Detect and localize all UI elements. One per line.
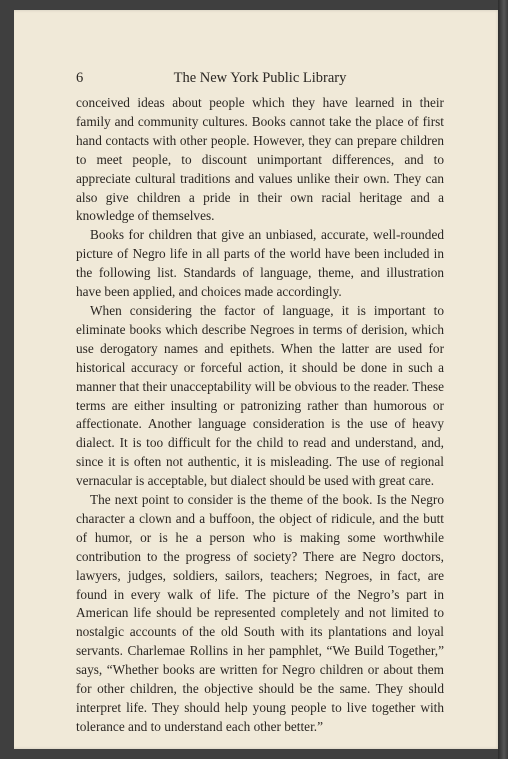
page-number: 6 xyxy=(76,70,84,86)
paragraph-2: Books for children that give an unbiased, accurate, well-rounded picture of Negro life in all parts of the world have been included in the following list. Standards of language, theme, and illustration have been applied, and choices made accordingly. xyxy=(76,227,444,300)
body-text xyxy=(76,94,444,737)
paragraph-3: When considering the factor of language, it is important to eliminate books which describe Negroes in terms of derision, which use derogatory names and epithets. When the latter are used for historical accuracy or forceful action, it should be done in such a manner that their unacceptability will be obvious to the reader. These terms are either insulting or patronizing rather than humorous or affectionate. Another language consideration is the use of heavy dialect. It is too difficult for the child to read and understand, and, since it is often not authentic, it is misleading. The use of regional vernacular is acceptable, but dialect should be used with great care. xyxy=(76,302,444,489)
page-edge xyxy=(498,0,508,759)
running-title: The New York Public Library xyxy=(173,70,347,86)
paragraph-4: The next point to consider is the theme of the book. Is the Negro character a clown and a buffoon, the object of ridicule, and the butt of humor, or is he a person who is making some worthwhile contribution to the progress of society? There are Negro doctors, lawyers, judges, soldiers, sailors, teachers; Negroes, in fact, are found in every walk of life. The picture of the Negro’s part in American life should be represented completely and not limited to nostalgic accounts of the old South with its plantations and loyal servants. Charlemae Rollins in her pamphlet, “We Build Together,” says, “Whether books are written for Negro children or about them for other children, the objective should be the same. They should interpret life. They should help young people to live together with tolerance and to understand each other better.” xyxy=(76,492,444,734)
paragraph-1: conceived ideas about people which they have learned in their family and community cultures. Books cannot take the place of first hand contacts with other people. However, they can prepare children to meet people, to discount unimportant differences, and to appreciate cultural traditions and values unlike their own. They can also give children a pride in their own racial heritage and a knowledge of themselves. xyxy=(76,95,444,224)
